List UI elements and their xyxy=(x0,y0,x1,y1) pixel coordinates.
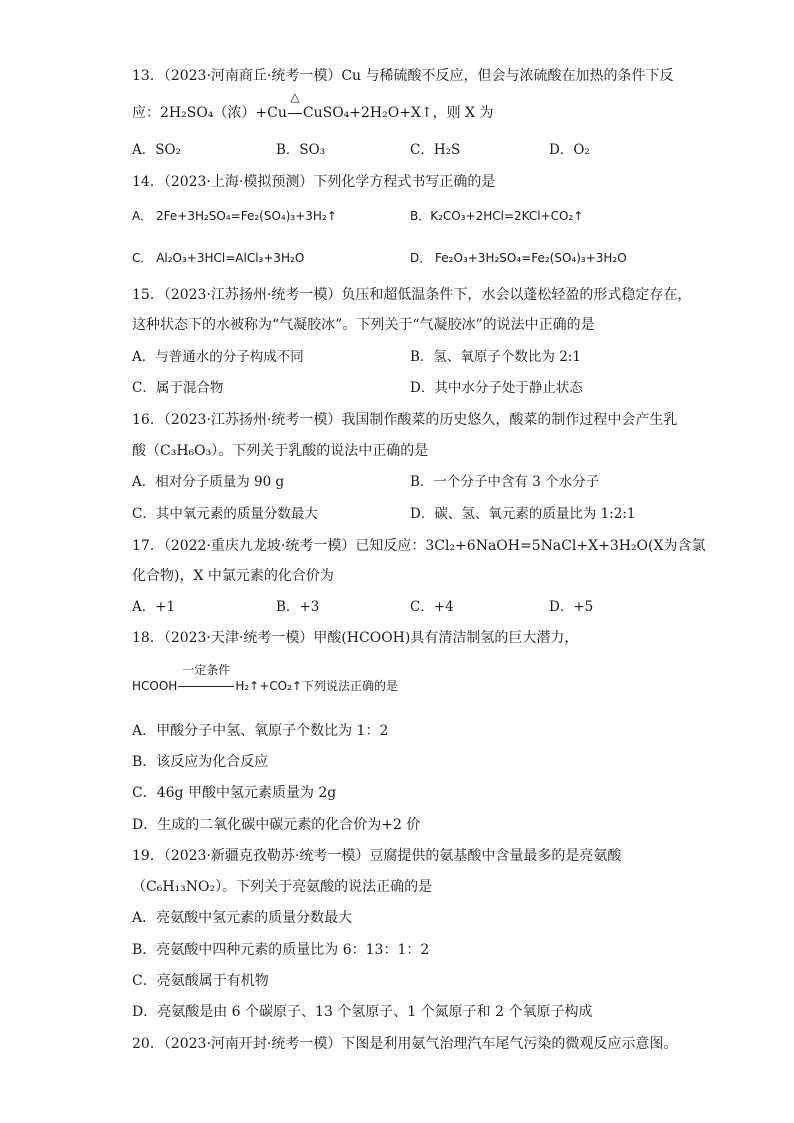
condition-label: 一定条件 xyxy=(182,663,231,677)
q19-stem-line1: 19．（2023·新疆克孜勒苏·统考一模）豆腐提供的氨基酸中含量最多的是亮氨酸 xyxy=(132,848,622,864)
q17-stem-line2: 化合物)，X 中氯元素的化合价为 xyxy=(132,568,334,584)
q18-option-a[interactable]: A．甲酸分子中氢、氧原子个数比为 1：2 xyxy=(132,723,389,739)
q14-option-c[interactable]: C． Al₂O₃+3HCl=AlCl₃+3H₂O xyxy=(132,251,305,265)
q16-stem-line1: 16．（2023·江苏扬州·统考一模）我国制作酸菜的历史悠久，酸菜的制作过程中会产生乳 xyxy=(132,412,678,428)
q18-products: H₂↑+CO₂↑下列说法正确的是 xyxy=(235,679,398,693)
q15-stem-line1: 15．（2023·江苏扬州·统考一模）负压和超低温条件下，水会以蓬松轻盈的形式稳定存在， xyxy=(132,287,692,303)
q14-option-d[interactable]: D． Fe₂O₃+3H₂SO₄=Fe₂(SO₄)₃+3H₂O xyxy=(410,251,627,265)
q19-option-a[interactable]: A．亮氨酸中氢元素的质量分数最大 xyxy=(132,910,353,926)
q19-stem-line2: （C₆H₁₃NO₂）。下列关于亮氨酸的说法正确的是 xyxy=(132,879,433,895)
q13-equation-right: CuSO₄+2H₂O+X↑，则 X 为 xyxy=(302,105,494,121)
q14-option-a[interactable]: A． 2Fe+3H₂SO₄=Fe₂(SO₄)₃+3H₂↑ xyxy=(132,209,337,223)
q18-option-c[interactable]: C．46g 甲酸中氢元素质量为 2g xyxy=(132,785,337,801)
q14-stem: 14．（2023·上海·模拟预测）下列化学方程式书写正确的是 xyxy=(132,174,496,190)
q13-equation-left: 应：2H₂SO₄（浓）+Cu xyxy=(132,105,287,121)
q13-option-c[interactable]: C．H₂S xyxy=(410,142,461,158)
q16-option-c[interactable]: C．其中氧元素的质量分数最大 xyxy=(132,506,318,522)
condition-arrow xyxy=(178,663,234,696)
q15-option-b[interactable]: B．氢、氧原子个数比为 2:1 xyxy=(410,349,581,365)
q17-stem-line1: 17．（2022·重庆九龙坡·统考一模）已知反应：3Cl₂+6NaOH=5NaCl+X+3H₂O(X为含氯 xyxy=(132,538,706,554)
q18-option-d[interactable]: D．生成的二氧化碳中碳元素的化合价为+2 价 xyxy=(132,817,421,833)
q15-option-d[interactable]: D．其中水分子处于静止状态 xyxy=(410,380,583,396)
q16-stem-line2: 酸（C₃H₆O₃）。下列关于乳酸的说法中正确的是 xyxy=(132,443,429,459)
q16-option-d[interactable]: D．碳、氢、氧元素的质量比为 1:2:1 xyxy=(410,506,636,522)
q13-stem-line2 xyxy=(132,90,686,123)
heat-condition xyxy=(288,90,302,123)
q16-option-b[interactable]: B．一个分子中含有 3 个水分子 xyxy=(410,474,600,490)
q17-option-a[interactable]: A．+1 xyxy=(132,599,176,615)
q15-option-c[interactable]: C．属于混合物 xyxy=(132,380,224,396)
q14-option-b[interactable]: B．K₂CO₃+2HCl=2KCl+CO₂↑ xyxy=(410,209,584,223)
q13-option-d[interactable]: D．O₂ xyxy=(549,142,590,158)
q17-option-c[interactable]: C．+4 xyxy=(410,599,454,615)
q18-stem-line1: 18．（2023·天津·统考一模）甲酸(HCOOH)具有清洁制氢的巨大潜力， xyxy=(132,630,579,646)
q15-option-a[interactable]: A．与普通水的分子构成不同 xyxy=(132,349,304,365)
q13-option-b[interactable]: B．SO₃ xyxy=(276,142,326,158)
heat-symbol: △ xyxy=(290,90,300,104)
q18-equation xyxy=(132,663,686,696)
q16-option-a[interactable]: A．相对分子质量为 90 g xyxy=(132,474,285,490)
q20-stem: 20．（2023·河南开封·统考一模）下图是利用氨气治理汽车尾气污染的微观反应示意图。 xyxy=(132,1036,678,1052)
q17-option-b[interactable]: B．+3 xyxy=(276,599,320,615)
q19-option-b[interactable]: B．亮氨酸中四种元素的质量比为 6：13：1：2 xyxy=(132,942,430,958)
q18-reactant: HCOOH xyxy=(132,679,178,693)
q19-option-d[interactable]: D．亮氨酸是由 6 个碳原子、13 个氢原子、1 个氮原子和 2 个氧原子构成 xyxy=(132,1004,593,1020)
q15-stem-line2: 这种状态下的水被称为“气凝胶冰”。下列关于“气凝胶冰”的说法中正确的是 xyxy=(132,317,595,333)
q13-stem-line1: 13．（2023·河南商丘·统考一模）Cu 与稀硫酸不反应，但会与浓硫酸在加热的条件下反 xyxy=(132,68,674,84)
q17-option-d[interactable]: D．+5 xyxy=(549,599,594,615)
q19-option-c[interactable]: C．亮氨酸属于有机物 xyxy=(132,973,269,989)
q13-option-a[interactable]: A．SO₂ xyxy=(132,142,181,158)
q18-option-b[interactable]: B．该反应为化合反应 xyxy=(132,754,269,770)
